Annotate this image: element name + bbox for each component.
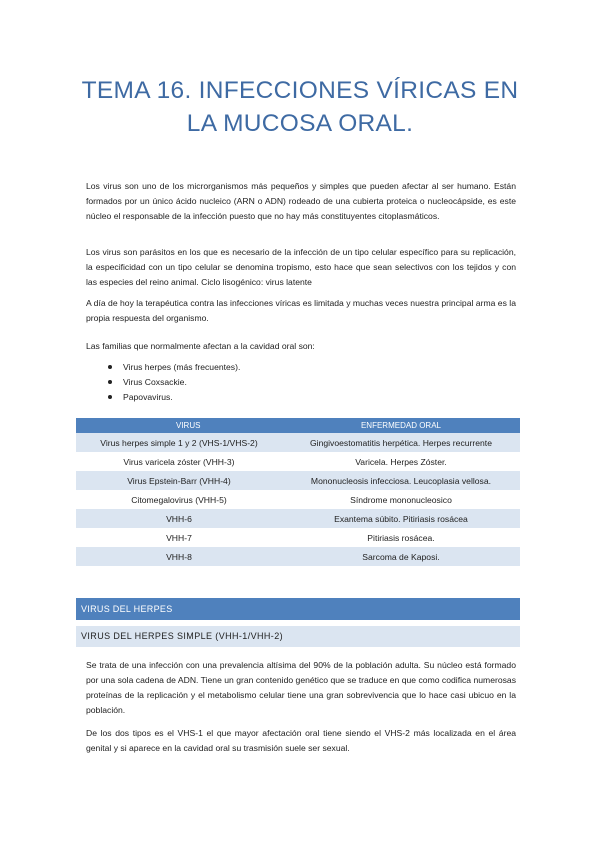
table-row	[76, 547, 520, 566]
table-row	[76, 433, 520, 452]
bullet-icon	[108, 365, 112, 369]
table-row	[76, 528, 520, 547]
subsection-heading-herpes-simple: VIRUS DEL HERPES SIMPLE (VHH-1/VHH-2)	[76, 626, 520, 647]
cell-disease: Sarcoma de Kaposi.	[282, 547, 520, 566]
page-title	[60, 74, 540, 140]
table-row	[76, 471, 520, 490]
bullet-icon	[108, 395, 112, 399]
list-item: Virus Coxsackie.	[108, 375, 240, 390]
cell-virus: VHH-8	[76, 547, 282, 566]
paragraph-prevalence: Se trata de una infección con una prevalencia altísima del 90% de la población adulta. Su núcleo está formado por una sola cadena de ADN. Tiene un gran contenido genético que se traduce en que como codifica numerosas proteínas de la replicación y el metabolismo celular tiene una gran sobrevivencia que lo hace casi ubicuo en la población.	[86, 660, 516, 715]
bullet-icon	[108, 380, 112, 384]
paragraph-therapy: A día de hoy la terapéutica contra las infecciones víricas es limitada y muchas veces nuestra principal arma es la propia respuesta del organismo.	[86, 298, 516, 323]
table-row	[76, 490, 520, 509]
section-heading-herpes: VIRUS DEL HERPES	[76, 598, 520, 620]
cell-virus: Virus herpes simple 1 y 2 (VHS-1/VHS-2)	[76, 433, 282, 452]
header-virus: VIRUS	[76, 418, 282, 433]
cell-virus: Virus Epstein-Barr (VHH-4)	[76, 471, 282, 490]
paragraph-virus-definition: Los virus son uno de los microrganismos más pequeños y simples que pueden afectar al ser humano. Están formados por un único ácido nucleico (ARN o ADN) rodeado de una cubierta proteica o nucleocápside, es este núcleo el responsable de la infección puesto que no hay más constituyentes citoplasmáticos.	[86, 181, 516, 221]
paragraph-families-intro: Las familias que normalmente afectan a la cavidad oral son:	[86, 341, 315, 351]
cell-virus: VHH-7	[166, 532, 192, 543]
cell-disease: Varicela. Herpes Zóster.	[355, 456, 447, 467]
paragraph-types: De los dos tipos es el VHS-1 el que mayor afectación oral tiene siendo el VHS-2 más localizada en el área genital y si aparece en la cavidad oral su trasmisión suele ser sexual.	[86, 728, 516, 753]
list-item: Papovavirus.	[108, 390, 240, 405]
cell-disease: Síndrome mononucleosico	[350, 494, 452, 505]
header-disease: ENFERMEDAD ORAL	[282, 418, 520, 433]
title-line-1: TEMA 16. INFECCIONES VÍRICAS EN	[81, 77, 519, 104]
cell-virus: Virus varicela zóster (VHH-3)	[123, 456, 235, 467]
cell-disease: Gingivoestomatitis herpética. Herpes recurrente	[282, 433, 520, 452]
table-row	[76, 509, 520, 528]
table-row	[76, 452, 520, 471]
cell-virus: VHH-6	[76, 509, 282, 528]
cell-disease: Mononucleosis infecciosa. Leucoplasia vellosa.	[282, 471, 520, 490]
title-line-2: LA MUCOSA ORAL.	[186, 110, 414, 137]
cell-virus: Citomegalovirus (VHH-5)	[131, 494, 227, 505]
cell-disease: Exantema súbito. Pitiriasis rosácea	[282, 509, 520, 528]
cell-disease: Pitiriasis rosácea.	[367, 532, 435, 543]
paragraph-parasites: Los virus son parásitos en los que es necesario de la infección de un tipo celular específico para su replicación, la especificidad con un tipo celular se denomina tropismo, esto hace que sean selectivos con los tejidos y con las especies del reino animal. Ciclo lisogénico: virus latente	[86, 247, 516, 287]
virus-disease-table	[76, 418, 520, 566]
families-list	[108, 360, 240, 405]
list-item: Virus herpes (más frecuentes).	[108, 360, 240, 375]
table-header-row	[76, 418, 520, 433]
